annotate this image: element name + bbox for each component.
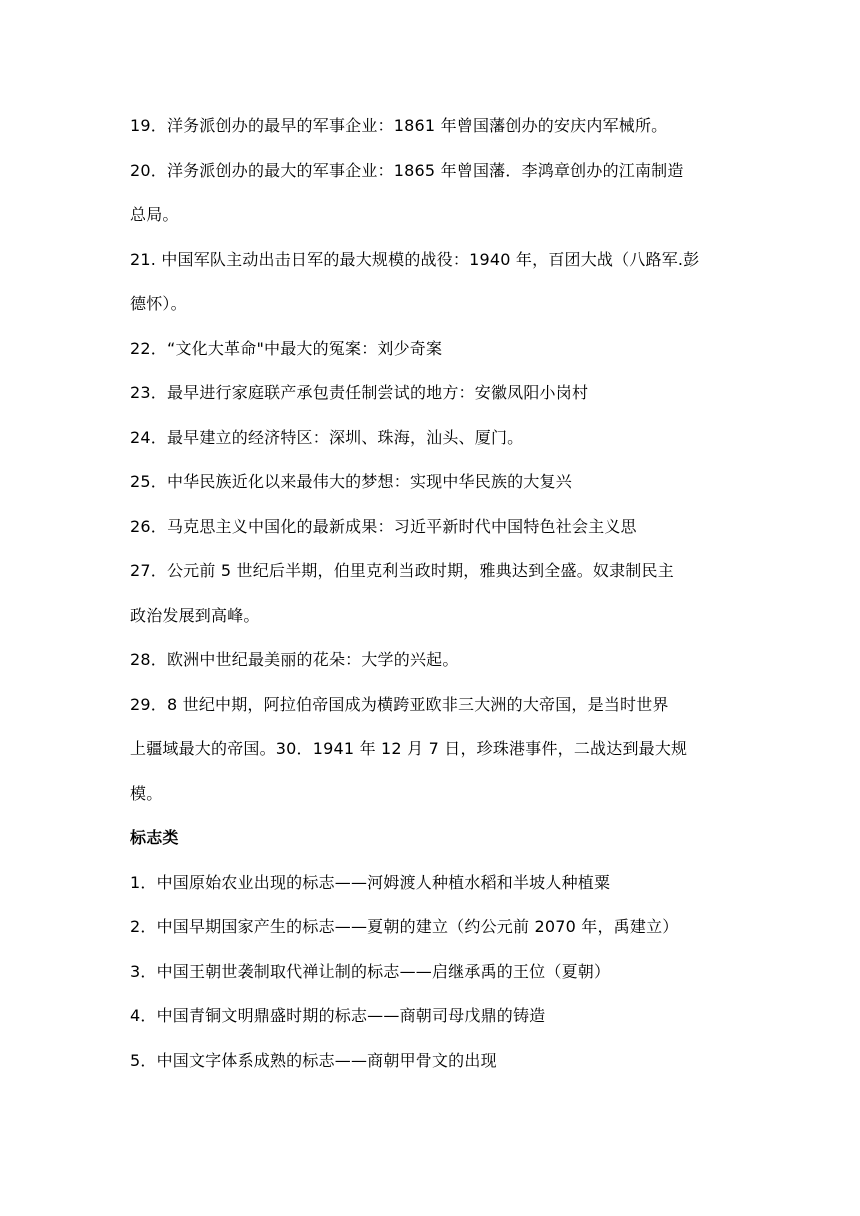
text-line: 21. 中国军队主动出击日军的最大规模的战役：1940 年，百团大战（八路军.彭 <box>130 249 700 269</box>
text-line: 27．公元前 5 世纪后半期，伯里克利当政时期，雅典达到全盛。奴隶制民主 <box>130 561 674 580</box>
text-line: 26．马克思主义中国化的最新成果：习近平新时代中国特色社会主义思 <box>130 516 637 536</box>
text-line: 总局。 <box>130 205 179 224</box>
section-heading: 标志类 <box>130 828 179 847</box>
text-line: 5．中国文字体系成熟的标志——商朝甲骨文的出现 <box>130 1050 497 1070</box>
text-line: 政治发展到高峰。 <box>130 605 260 625</box>
text-line: 上疆域最大的帝国。30．1941 年 12 月 7 日，珍珠港事件，二战达到最大规 <box>130 739 688 758</box>
text-line: 德怀）。 <box>130 294 187 313</box>
text-line: 29．8 世纪中期，阿拉伯帝国成为横跨亚欧非三大洲的大帝国，是当时世界 <box>130 694 669 714</box>
text-line: 4．中国青铜文明鼎盛时期的标志——商朝司母戊鼎的铸造 <box>130 1006 546 1025</box>
text-line: 24．最早建立的经济特区：深圳、珠海，汕头、厦门。 <box>130 427 524 447</box>
text-line: 3．中国王朝世袭制取代禅让制的标志——启继承禹的王位（夏朝） <box>130 961 611 981</box>
text-line: 20．洋务派创办的最大的军事企业：1865 年曾国藩．李鸿章创办的江南制造 <box>130 160 684 180</box>
text-line: 19．洋务派创办的最早的军事企业：1861 年曾国藩创办的安庆内军械所。 <box>130 116 668 135</box>
document-body <box>130 104 730 1083</box>
text-line: 1．中国原始农业出现的标志——河姆渡人种植水稻和半坡人种植粟 <box>130 872 611 892</box>
text-line: 25．中华民族近化以来最伟大的梦想：实现中华民族的大复兴 <box>130 472 572 491</box>
text-line: 模。 <box>130 783 163 803</box>
text-line: 23．最早进行家庭联产承包责任制尝试的地方：安徽凤阳小岗村 <box>130 383 589 402</box>
text-line: 22．“文化大革命"中最大的冤案：刘少奇案 <box>130 338 443 358</box>
text-line: 28．欧洲中世纪最美丽的花朵：大学的兴起。 <box>130 650 459 669</box>
text-line: 2．中国早期国家产生的标志——夏朝的建立（约公元前 2070 年，禹建立） <box>130 917 679 936</box>
